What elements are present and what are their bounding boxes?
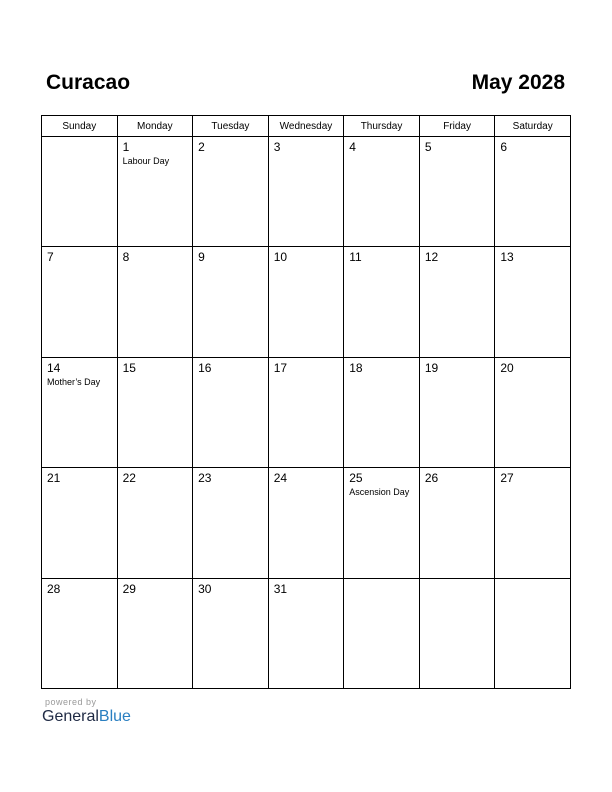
day-cell [268, 578, 344, 688]
week-row [42, 357, 571, 467]
day-number: 13 [500, 250, 514, 265]
day-cell [495, 247, 571, 357]
day-number: 6 [500, 140, 508, 154]
powered-by-label: powered by [45, 697, 97, 707]
day-cell [42, 137, 118, 247]
day-cell [117, 468, 193, 578]
day-number: 2 [198, 140, 205, 154]
weekday-thursday: Thursday [344, 116, 420, 137]
day-number: 7 [47, 250, 54, 265]
week-row [42, 247, 571, 357]
week-row [42, 578, 571, 688]
day-number: 24 [273, 471, 288, 486]
day-number: 30 [198, 581, 212, 596]
weekday-tuesday: Tuesday [193, 116, 269, 137]
day-cell [344, 468, 420, 578]
brand-blue: Blue [98, 708, 131, 725]
day-cell [495, 468, 571, 578]
day-number: 17 [273, 360, 288, 375]
day-number: 22 [122, 471, 136, 486]
country-title: Curacao [46, 71, 131, 94]
day-number: 26 [424, 471, 439, 486]
day-cell [344, 357, 420, 467]
day-cell [117, 137, 193, 247]
day-cell [117, 578, 193, 688]
holiday-label: Labour Day [122, 156, 170, 166]
day-cell [268, 137, 344, 247]
day-number: 1 [122, 140, 130, 154]
day-cell [193, 468, 269, 578]
day-number: 3 [273, 140, 281, 154]
day-cell [193, 357, 269, 467]
day-number: 23 [198, 471, 212, 486]
weekday-friday: Friday [419, 116, 495, 137]
day-cell [42, 247, 118, 357]
holiday-label: Ascension Day [349, 487, 410, 498]
day-number: 18 [349, 360, 363, 375]
day-cell [42, 468, 118, 578]
day-cell [42, 357, 118, 467]
weekday-saturday: Saturday [495, 116, 571, 137]
month-year-title: May 2028 [471, 71, 565, 94]
day-cell [495, 137, 571, 247]
generalblue-logo [42, 697, 131, 726]
brand-general: General [42, 708, 99, 725]
day-cell [419, 137, 495, 247]
weekday-monday: Monday [117, 116, 193, 137]
calendar-grid [41, 115, 571, 689]
day-cell [419, 578, 495, 688]
weekday-wednesday: Wednesday [268, 116, 344, 137]
weekday-sunday: Sunday [42, 116, 118, 137]
day-cell [268, 247, 344, 357]
day-number: 28 [47, 581, 61, 596]
brand-wordmark [42, 708, 131, 726]
day-number: 10 [273, 250, 288, 265]
day-cell [193, 137, 269, 247]
holiday-label: Mother’s Day [47, 376, 101, 387]
week-row [42, 468, 571, 578]
day-cell [419, 357, 495, 467]
day-number: 11 [349, 250, 362, 265]
day-number: 4 [349, 140, 356, 154]
week-row [42, 137, 571, 247]
day-number: 29 [122, 581, 136, 596]
day-cell [344, 247, 420, 357]
day-cell [117, 247, 193, 357]
day-number: 14 [47, 360, 61, 375]
day-number: 16 [198, 360, 212, 375]
day-number: 12 [424, 250, 439, 265]
day-cell [419, 247, 495, 357]
day-number: 19 [424, 360, 439, 375]
day-cell [193, 578, 269, 688]
day-number: 27 [500, 471, 514, 486]
weekday-header-row [42, 116, 571, 137]
day-number: 20 [500, 360, 514, 375]
day-cell [495, 578, 571, 688]
day-cell [268, 357, 344, 467]
day-cell [193, 247, 269, 357]
day-number: 31 [273, 581, 288, 596]
day-number: 9 [198, 250, 205, 265]
day-cell [268, 468, 344, 578]
day-cell [117, 357, 193, 467]
day-cell [344, 137, 420, 247]
day-number: 25 [349, 471, 363, 486]
day-number: 8 [122, 250, 130, 265]
day-number: 5 [424, 140, 432, 154]
day-cell [495, 357, 571, 467]
day-cell [42, 578, 118, 688]
day-cell [419, 468, 495, 578]
day-cell [344, 578, 420, 688]
day-number: 21 [47, 471, 61, 486]
day-number: 15 [122, 360, 136, 375]
